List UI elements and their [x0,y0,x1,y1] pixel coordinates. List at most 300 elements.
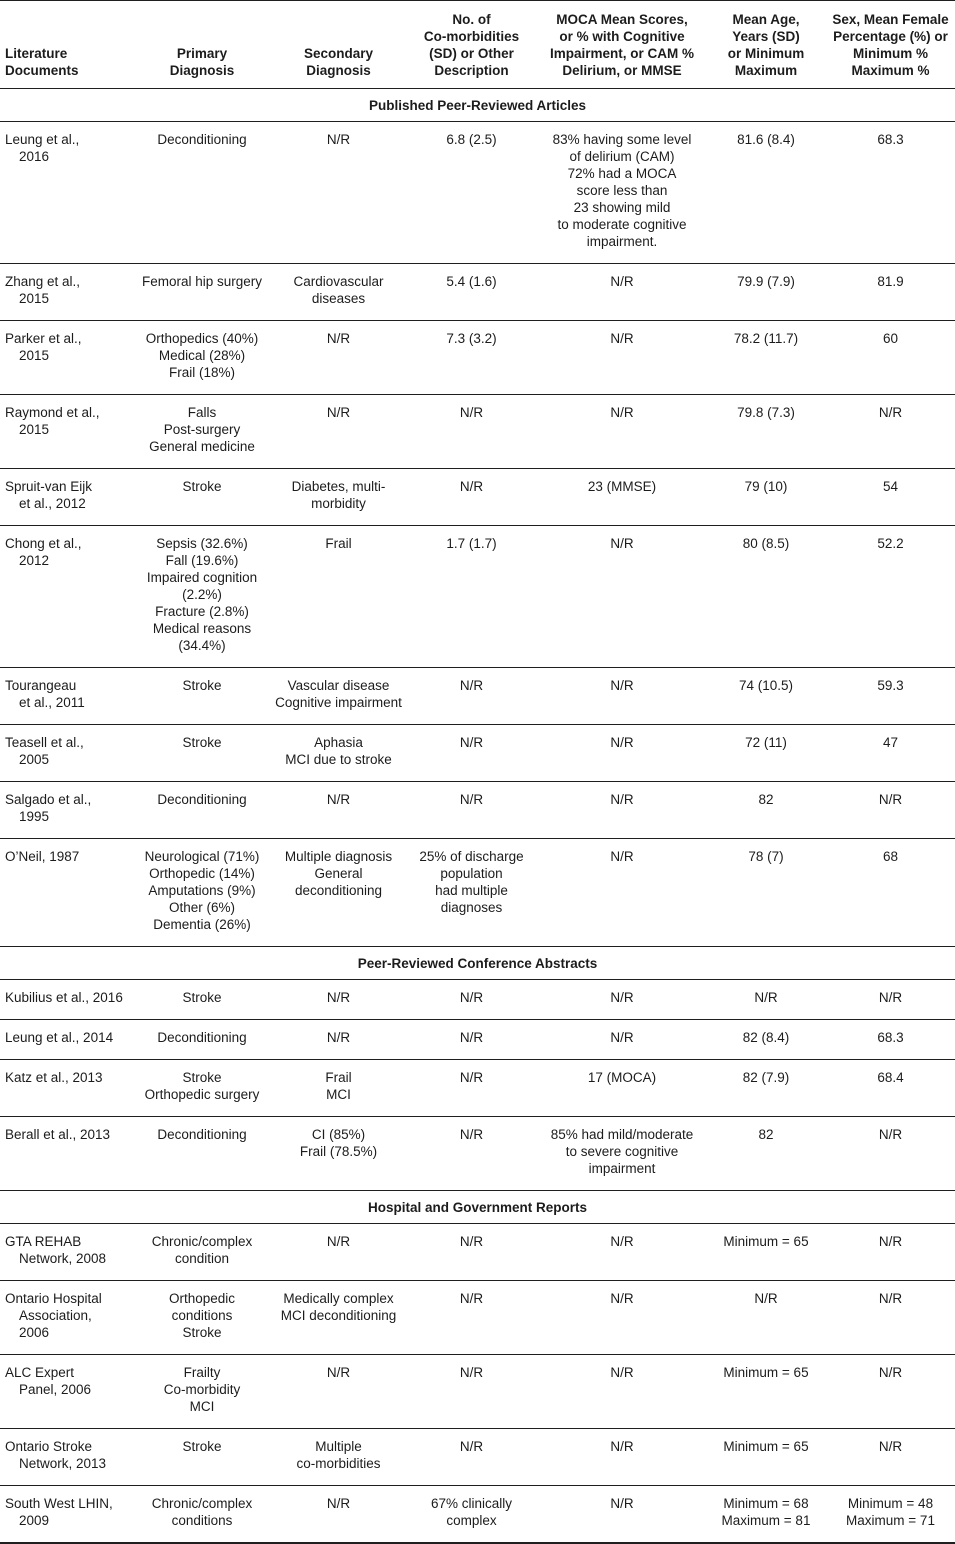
section-header-row [0,89,955,122]
cell-line: CI (85%) [311,1127,366,1142]
table-body [0,89,955,1544]
cell-primary [132,1117,272,1191]
cell-line: 2006 [19,1325,50,1340]
cell-line: 25% of discharge [419,849,524,864]
table-row [0,1281,955,1355]
cell-line: morbidity [311,496,366,511]
cell-line: N/R [459,1291,484,1306]
cell-comorbidities [405,1355,538,1429]
cell-age [706,264,826,321]
cell-line: O’Neil, 1987 [5,849,80,864]
cell-line: Minimum = 48 [847,1496,934,1511]
cell-primary [132,1020,272,1060]
table-row [0,526,955,668]
cell-comorbidities [405,395,538,469]
cell-age [706,526,826,668]
cell-line: N/R [459,735,484,750]
cell-line: 82 (8.4) [742,1030,790,1045]
cell-line: deconditioning [294,883,383,898]
cell-primary [132,1060,272,1117]
cell-line: 60 [882,331,899,346]
cell-sex [826,725,955,782]
cell-line: 82 [758,792,774,807]
cell-sex [826,1281,955,1355]
cell-line: GTA REHAB [5,1234,82,1249]
cell-comorbidities [405,264,538,321]
cell-moca [538,395,706,469]
cell-line: Spruit-van Eijk [5,479,93,494]
cell-line: 79.9 (7.9) [737,274,795,289]
cell-comorbidities [405,1429,538,1486]
cell-line: N/R [459,1030,484,1045]
cell-moca [538,980,706,1020]
cell-line: score less than [576,183,668,198]
cell-line: 2005 [19,752,50,767]
cell-literature [0,980,132,1020]
cell-literature [0,1429,132,1486]
cell-line: N/R [610,1291,634,1306]
cell-line: N/R [878,990,903,1005]
cell-line: Falls [187,405,217,420]
cell-line: Salgado et al., [5,792,92,807]
header-line: Secondary [303,46,374,61]
cell-primary [132,1281,272,1355]
cell-line: N/R [878,1439,903,1454]
cell-secondary [272,469,405,526]
cell-line: South West LHIN, [5,1496,113,1511]
column-header-moca [538,1,706,89]
cell-age [706,469,826,526]
cell-line: N/R [459,990,484,1005]
cell-age [706,122,826,264]
cell-line: conditions [171,1513,233,1528]
cell-line: Katz et al., 2013 [5,1070,103,1085]
cell-line: Multiple diagnosis [284,849,393,864]
cell-line: Femoral hip surgery [141,274,263,289]
cell-line: N/R [326,990,351,1005]
cell-line: Stroke [182,479,222,494]
cell-line: (34.4%) [178,638,226,653]
cell-literature [0,782,132,839]
cell-primary [132,980,272,1020]
cell-moca [538,1429,706,1486]
section-title: Peer-Reviewed Conference Abstracts [0,947,955,980]
cell-line: N/R [610,1030,634,1045]
cell-line: 72 (11) [745,735,787,750]
cell-age [706,839,826,947]
table-row [0,395,955,469]
cell-line: Maximum = 81 [721,1513,811,1528]
cell-line: to severe cognitive [565,1144,679,1159]
cell-line: 78.2 (11.7) [733,331,799,346]
cell-comorbidities [405,122,538,264]
cell-primary [132,321,272,395]
cell-sex [826,526,955,668]
table-row [0,725,955,782]
cell-age [706,1060,826,1117]
cell-line: diagnoses [440,900,503,915]
header-line: Percentage (%) or [833,29,948,44]
cell-secondary [272,1020,405,1060]
cell-line: diseases [311,291,366,306]
cell-secondary [272,980,405,1020]
cell-moca [538,469,706,526]
header-line: Impairment, or CAM % [549,46,695,61]
cell-line: N/R [610,405,634,420]
cell-line: Raymond et al., [5,405,100,420]
cell-literature [0,1355,132,1429]
section-header-row [0,1191,955,1224]
cell-sex [826,264,955,321]
cell-moca [538,526,706,668]
cell-line: Medically complex [283,1291,394,1306]
cell-line: 82 (7.9) [742,1070,790,1085]
cell-line: Aphasia [314,735,363,750]
cell-sex [826,1060,955,1117]
cell-age [706,395,826,469]
cell-comorbidities [405,1020,538,1060]
cell-line: 85% had mild/moderate [550,1127,694,1142]
cell-literature [0,839,132,947]
cell-line: Stroke [182,678,222,693]
table-row [0,782,955,839]
cell-line: Deconditioning [157,792,247,807]
header-line: Sex, Mean Female [832,12,949,27]
cell-comorbidities [405,668,538,725]
cell-line: Sepsis (32.6%) [156,536,248,551]
cell-line: Vascular disease [287,678,390,693]
cell-line: N/R [326,405,351,420]
cell-line: 68.3 [877,1030,904,1045]
cell-line: Stroke [182,990,222,1005]
cell-primary [132,395,272,469]
cell-sex [826,395,955,469]
cell-secondary [272,395,405,469]
cell-line: MCI [326,1087,351,1102]
cell-moca [538,839,706,947]
cell-line: Orthopedic surgery [144,1087,260,1102]
cell-line: N/R [459,1439,484,1454]
cell-line: 2012 [19,553,50,568]
cell-age [706,1355,826,1429]
cell-line: 68.4 [877,1070,904,1085]
cell-line: Maximum = 71 [846,1513,935,1528]
cell-moca [538,1486,706,1544]
cell-line: N/R [326,331,351,346]
cell-line: Fall (19.6%) [165,553,239,568]
cell-line: Fracture (2.8%) [155,604,249,619]
cell-moca [538,1355,706,1429]
cell-literature [0,1117,132,1191]
cell-line: Frailty [183,1365,221,1380]
cell-secondary [272,1429,405,1486]
cell-comorbidities [405,526,538,668]
cell-line: N/R [326,1234,351,1249]
cell-line: 81.9 [877,274,904,289]
table-row [0,1117,955,1191]
cell-line: Chong et al., [5,536,82,551]
cell-line: Teasell et al., [5,735,84,750]
cell-line: N/R [610,735,634,750]
cell-line: Stroke [182,1070,222,1085]
cell-comorbidities [405,1486,538,1544]
cell-secondary [272,1060,405,1117]
cell-line: Frail (18%) [168,365,235,380]
cell-secondary [272,1355,405,1429]
cell-line: Deconditioning [157,1127,247,1142]
table-row [0,1486,955,1544]
cell-line: N/R [754,990,778,1005]
cell-line: 23 (MMSE) [587,479,657,494]
cell-line: 72% had a MOCA [567,166,677,181]
cell-line: Diabetes, multi- [291,479,386,494]
cell-primary [132,668,272,725]
cell-secondary [272,839,405,947]
cell-line: N/R [610,849,634,864]
cell-literature [0,321,132,395]
cell-line: 79 (10) [744,479,788,494]
cell-line: N/R [610,678,634,693]
cell-line: Medical (28%) [158,348,246,363]
cell-literature [0,122,132,264]
table-row [0,839,955,947]
cell-primary [132,122,272,264]
cell-line: N/R [878,1365,903,1380]
cell-line: Frail (78.5%) [299,1144,378,1159]
cell-primary [132,839,272,947]
cell-sex [826,668,955,725]
table-row [0,668,955,725]
cell-line: Ontario Hospital [5,1291,102,1306]
cell-line: Frail [325,536,352,551]
cell-age [706,1117,826,1191]
cell-sex [826,980,955,1020]
cell-line: N/R [610,1234,634,1249]
cell-line: conditions [171,1308,233,1323]
cell-age [706,1020,826,1060]
cell-sex [826,122,955,264]
cell-primary [132,1429,272,1486]
cell-comorbidities [405,782,538,839]
cell-line: 82 [758,1127,774,1142]
header-line: Literature [5,46,68,61]
cell-comorbidities [405,1117,538,1191]
cell-line: Leung et al., 2014 [5,1030,114,1045]
cell-moca [538,1060,706,1117]
cell-line: Impaired cognition [146,570,258,585]
cell-moca [538,321,706,395]
cell-line: Stroke [182,1325,222,1340]
cell-line: 2016 [19,149,50,164]
cell-secondary [272,1224,405,1281]
cell-line: 81.6 (8.4) [737,132,795,147]
cell-line: Minimum = 65 [723,1439,809,1454]
section-header-row [0,947,955,980]
cell-line: Network, 2013 [19,1456,107,1471]
cell-line: Neurological (71%) [144,849,260,864]
cell-secondary [272,321,405,395]
cell-line: MCI [189,1399,215,1414]
column-header-sex [826,1,955,89]
cell-sex [826,469,955,526]
cell-line: ALC Expert [5,1365,75,1380]
cell-line: 1995 [19,809,50,824]
table-row [0,1224,955,1281]
cell-line: Deconditioning [157,1030,247,1045]
column-header-comorbidities [405,1,538,89]
cell-line: General [314,866,363,881]
cell-literature [0,469,132,526]
cell-comorbidities [405,980,538,1020]
cell-comorbidities [405,469,538,526]
cell-secondary [272,122,405,264]
cell-secondary [272,668,405,725]
cell-moca [538,1281,706,1355]
cell-line: impairment. [586,234,658,249]
cell-sex [826,1224,955,1281]
header-line: Diagnosis [169,63,235,78]
cell-secondary [272,526,405,668]
cell-line: General medicine [149,439,255,454]
cell-line: Orthopedic [168,1291,236,1306]
cell-line: 80 (8.5) [742,536,790,551]
table-row [0,1355,955,1429]
cell-line: Network, 2008 [19,1251,107,1266]
cell-line: et al., 2011 [19,695,85,710]
cell-line: 23 showing mild [573,200,671,215]
cell-line: Cardiovascular [293,274,384,289]
cell-sex [826,1355,955,1429]
header-line: Co-morbidities [423,29,520,44]
cell-line: Deconditioning [157,132,247,147]
cell-line: to moderate cognitive [557,217,687,232]
cell-secondary [272,1117,405,1191]
cell-line: had multiple [435,883,508,898]
cell-age [706,1486,826,1544]
cell-secondary [272,1281,405,1355]
table-row [0,264,955,321]
cell-line: Orthopedic (14%) [149,866,255,881]
cell-line: co-morbidities [296,1456,381,1471]
cell-sex [826,321,955,395]
cell-moca [538,1020,706,1060]
cell-line: Multiple [315,1439,362,1454]
cell-line: 59.3 [877,678,904,693]
header-line: or Minimum [727,46,805,61]
cell-line: N/R [459,1365,484,1380]
cell-line: Stroke [182,1439,222,1454]
cell-line: Post-surgery [163,422,241,437]
cell-line: N/R [878,405,903,420]
cell-line: Medical reasons [152,621,252,636]
cell-primary [132,725,272,782]
cell-line: Dementia (26%) [153,917,251,932]
cell-line: 52.2 [877,536,904,551]
cell-line: N/R [326,1030,351,1045]
cell-line: Frail [325,1070,352,1085]
table-row [0,321,955,395]
table-row [0,1429,955,1486]
cell-line: N/R [459,405,484,420]
header-line: Maximum % [851,63,930,78]
cell-primary [132,1224,272,1281]
cell-primary [132,469,272,526]
cell-line: 17 (MOCA) [587,1070,657,1085]
cell-literature [0,1486,132,1544]
cell-line: Tourangeau [5,678,77,693]
table-row [0,1020,955,1060]
cell-literature [0,1060,132,1117]
cell-line: 68 [882,849,899,864]
cell-age [706,1224,826,1281]
cell-primary [132,1486,272,1544]
cell-age [706,1429,826,1486]
cell-sex [826,1020,955,1060]
header-line: MOCA Mean Scores, [556,12,688,27]
cell-line: N/R [326,792,351,807]
cell-line: Stroke [182,735,222,750]
cell-line: et al., 2012 [19,496,86,511]
cell-line: 47 [882,735,899,750]
column-header-primary [132,1,272,89]
cell-age [706,980,826,1020]
column-header-age [706,1,826,89]
cell-line: 7.3 (3.2) [446,331,497,346]
cell-line: N/R [610,536,634,551]
cell-line: N/R [878,1234,903,1249]
header-line: Primary [176,46,228,61]
cell-line: N/R [610,1496,634,1511]
header-line: Mean Age, [732,12,800,27]
cell-line: 68.3 [877,132,904,147]
cell-literature [0,725,132,782]
cell-line: 54 [882,479,899,494]
cell-comorbidities [405,1060,538,1117]
cell-age [706,321,826,395]
cell-line: Co-morbidity [163,1382,241,1397]
cell-sex [826,782,955,839]
cell-literature [0,1281,132,1355]
cell-age [706,1281,826,1355]
cell-line: Chronic/complex [151,1496,253,1511]
cell-line: Amputations (9%) [148,883,256,898]
cell-literature [0,668,132,725]
cell-line: MCI due to stroke [285,752,392,767]
cell-line: 1.7 (1.7) [446,536,497,551]
header-line: Years (SD) [732,29,800,44]
table-row [0,1060,955,1117]
cell-literature [0,395,132,469]
cell-line: (2.2%) [182,587,222,602]
cell-line: Other (6%) [168,900,236,915]
table-row [0,980,955,1020]
cell-literature [0,1020,132,1060]
cell-line: Association, [19,1308,92,1323]
header-line: Minimum % [852,46,928,61]
cell-line: N/R [459,479,484,494]
cell-comorbidities [405,1281,538,1355]
cell-comorbidities [405,321,538,395]
cell-line: N/R [878,792,903,807]
cell-line: Chronic/complex [151,1234,253,1249]
cell-sex [826,1429,955,1486]
header-line: Maximum [734,63,798,78]
cell-secondary [272,725,405,782]
cell-line: 2015 [19,348,50,363]
cell-line: N/R [459,1070,484,1085]
cell-line: Parker et al., [5,331,82,346]
column-header-secondary [272,1,405,89]
